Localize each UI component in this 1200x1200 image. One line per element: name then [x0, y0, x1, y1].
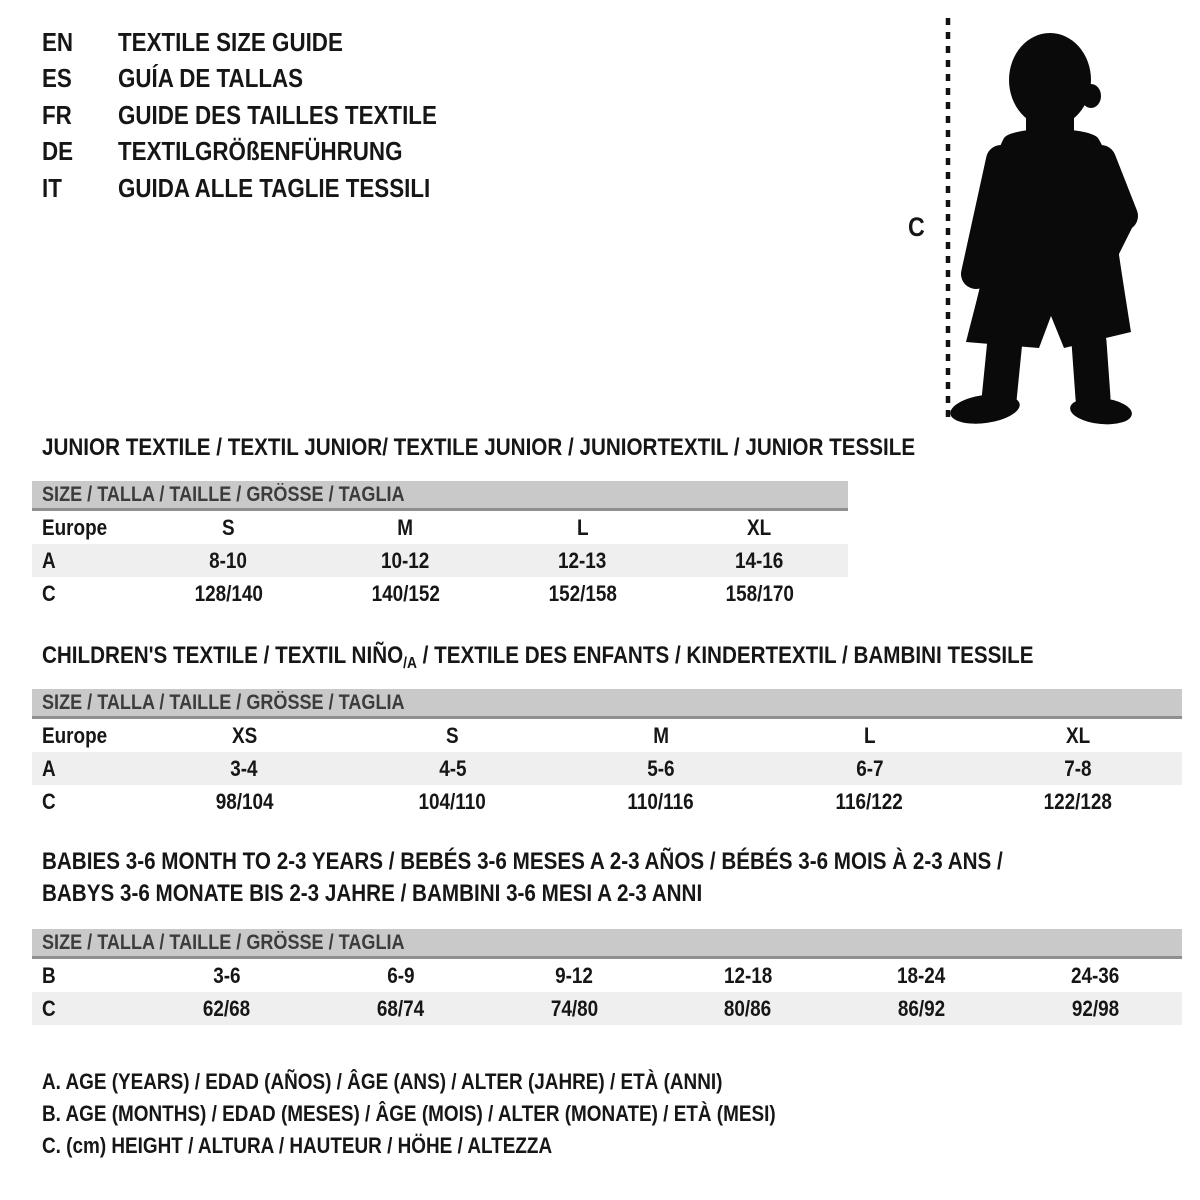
cell: 7-8 — [1064, 755, 1092, 781]
cell: 104/110 — [418, 788, 487, 814]
cell: 122/128 — [1043, 788, 1113, 814]
height-measure-label: C — [908, 212, 925, 242]
table-row-europe — [32, 511, 848, 544]
size-header-bar: SIZE / TALLA / TAILLE / GRÖSSE / TAGLIA — [32, 481, 848, 511]
babies-section-title-line2: BABYS 3-6 MONATE BIS 2-3 JAHRE / BAMBINI 3-6 MESI A 2-3 ANNI — [42, 880, 703, 907]
lang-code: DE — [42, 136, 74, 167]
cell: 5-6 — [647, 755, 675, 781]
cell: XL — [1065, 722, 1090, 748]
cell: XL — [747, 514, 772, 540]
cell: 3-6 — [213, 962, 241, 988]
cell: L — [863, 722, 876, 748]
lang-code: IT — [42, 172, 62, 203]
cell: S — [222, 514, 235, 540]
lang-row-es — [42, 61, 489, 98]
toddler-silhouette-icon — [948, 33, 1133, 428]
cell: 152/158 — [548, 580, 617, 606]
cell: S — [446, 722, 459, 748]
children-size-table — [32, 689, 1182, 818]
cell: 8-10 — [209, 547, 248, 573]
cell: 98/104 — [215, 788, 274, 814]
cell: 6-7 — [855, 755, 884, 781]
table-row-height-cm — [32, 992, 1182, 1025]
cell: M — [653, 722, 669, 748]
cell: 110/116 — [627, 788, 695, 814]
row-label: C — [42, 580, 56, 606]
cell: 3-4 — [230, 755, 258, 781]
language-title-list — [42, 24, 489, 207]
row-label: C — [42, 788, 56, 814]
cell: 12-18 — [723, 962, 773, 988]
row-label: Europe — [42, 514, 108, 540]
toddler-silhouette-figure — [900, 10, 1160, 430]
legend-age-months: B. AGE (MONTHS) / EDAD (MESES) / ÂGE (MOIS) / ALTER (MONATE) / ETÀ (MESI) — [42, 1101, 776, 1126]
cell: 158/170 — [725, 580, 794, 606]
junior-size-table — [32, 481, 848, 610]
cell: 12-13 — [558, 547, 607, 573]
cell: 92/98 — [1071, 995, 1119, 1021]
cell: 68/74 — [376, 995, 425, 1021]
guide-title-en: TEXTILE SIZE GUIDE — [118, 26, 343, 57]
cell: 24-36 — [1070, 962, 1120, 988]
guide-title-it: GUIDA ALLE TAGLIE TESSILI — [118, 172, 431, 203]
guide-title-de: TEXTILGRÖßENFÜHRUNG — [118, 136, 403, 167]
table-row-height-cm — [32, 577, 848, 610]
cell: 116/122 — [835, 788, 904, 814]
lang-row-en — [42, 24, 489, 61]
junior-section-title: JUNIOR TEXTILE / TEXTIL JUNIOR/ TEXTILE JUNIOR / JUNIORTEXTIL / JUNIOR TESSILE — [42, 434, 916, 461]
table-row-height-cm — [32, 785, 1182, 818]
table-row-age-years — [32, 752, 1182, 785]
babies-section-title-line1: BABIES 3-6 MONTH TO 2-3 YEARS / BEBÉS 3-6 MESES A 2-3 AÑOS / BÉBÉS 3-6 MOIS À 2-3 ANS / — [42, 848, 1003, 875]
table-row-age-months — [32, 959, 1182, 992]
row-label: C — [42, 995, 56, 1021]
lang-row-de — [42, 134, 489, 171]
lang-code: ES — [42, 63, 72, 94]
cell: 4-5 — [438, 755, 467, 781]
legend-height-cm: C. (cm) HEIGHT / ALTURA / HAUTEUR / HÖHE / ALTEZZA — [42, 1133, 553, 1158]
cell: 6-9 — [386, 962, 415, 988]
measure-legend — [42, 1066, 895, 1162]
lang-code: EN — [42, 26, 74, 57]
babies-size-table — [32, 929, 1182, 1025]
cell: M — [397, 514, 414, 540]
cell: 14-16 — [735, 547, 784, 573]
row-label: Europe — [42, 722, 108, 748]
table-row-europe — [32, 719, 1182, 752]
cell: 62/68 — [203, 995, 251, 1021]
cell: 80/86 — [724, 995, 772, 1021]
lang-row-fr — [42, 97, 489, 134]
cell: 86/92 — [897, 995, 946, 1021]
guide-title-es: GUÍA DE TALLAS — [118, 63, 304, 94]
cell: 74/80 — [550, 995, 598, 1021]
nino-a-subscript: /A — [403, 655, 417, 672]
children-section-title: CHILDREN'S TEXTILE / TEXTIL $NIÑO_{/A}$ / TEXTILE DES ENFANTS / KINDERTEXTIL / BAMBINI TESSILE — [42, 642, 1034, 672]
row-label: A — [42, 755, 56, 781]
table-row-age-years — [32, 544, 848, 577]
cell: 18-24 — [897, 962, 946, 988]
size-header-bar: SIZE / TALLA / TAILLE / GRÖSSE / TAGLIA — [32, 929, 1182, 959]
cell: 9-12 — [555, 962, 594, 988]
guide-title-fr: GUIDE DES TAILLES TEXTILE — [118, 99, 437, 130]
size-header-bar: SIZE / TALLA / TAILLE / GRÖSSE / TAGLIA — [32, 689, 1182, 719]
cell: 140/152 — [371, 580, 440, 606]
row-label: A — [42, 547, 56, 573]
row-label: B — [42, 962, 56, 988]
legend-age-years: A. AGE (YEARS) / EDAD (AÑOS) / ÂGE (ANS) / ALTER (JAHRE) / ETÀ (ANNI) — [42, 1069, 723, 1094]
cell: L — [576, 514, 589, 540]
cell: XS — [231, 722, 257, 748]
lang-row-it — [42, 170, 489, 207]
cell: 128/140 — [194, 580, 263, 606]
cell: 10-12 — [381, 547, 430, 573]
lang-code: FR — [42, 99, 72, 130]
